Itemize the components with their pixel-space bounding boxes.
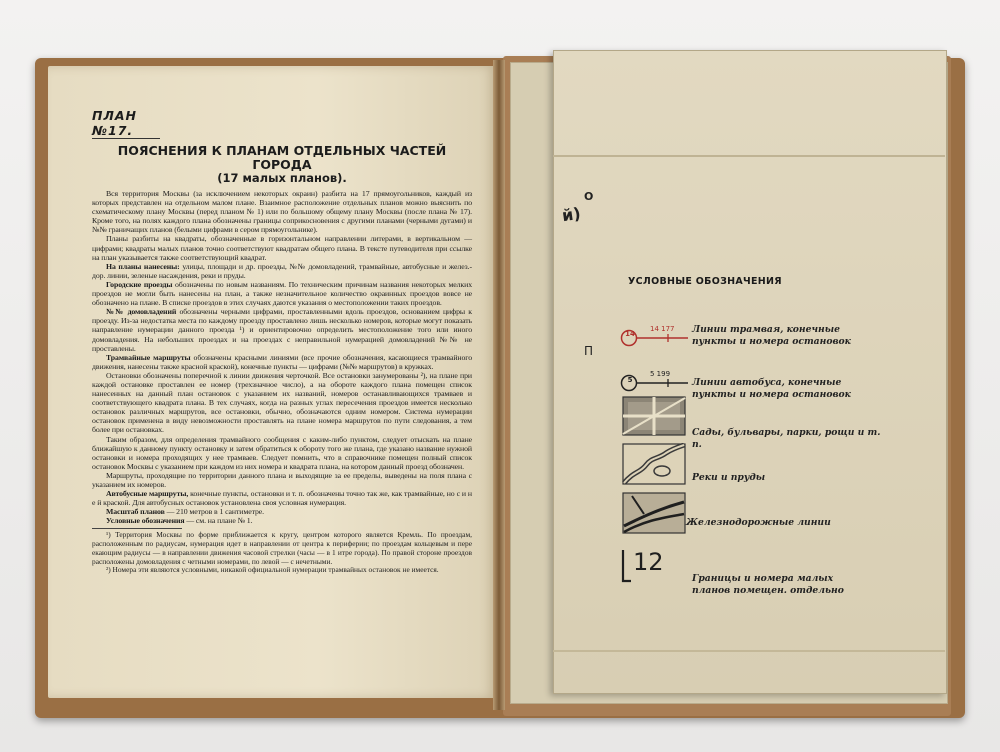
- page-title: ПОЯСНЕНИЯ К ПЛАНАМ ОТДЕЛЬНЫХ ЧАСТЕЙ ГОРОДА: [117, 143, 447, 172]
- paragraph: Маршруты, проходящие по территории данного плана и выходящие за ее пределы, выведены на поля плана с указанием их номеров.: [92, 470, 472, 489]
- legend-title: УСЛОВНЫЕ ОБОЗНАЧЕНИЯ: [628, 276, 782, 287]
- paragraph: [92, 280, 472, 307]
- bus-terminal-number: 5: [627, 376, 633, 384]
- paragraph-text: обозначены красными линиями (все прочие обозначения, касающиеся трамвайного движения, нанесены также красной краской), конечные пункты — цифрами (№№ маршрутов) в кружках.: [92, 352, 472, 371]
- railway-icon: [622, 492, 686, 534]
- paragraph: Таким образом, для определения трамвайного сообщения с каким-либо пунктом, следует отыскать на плане ближайшую к данному пункту остановку и затем обратиться к обороту того же плана, где указано название нужной остановки и номера проходящих у нее трамваев. Следует помнить, что в справочнике помещен полный список остановок Москвы с указанием при каждом из них номера и квадрата плана, на котором данный проезд обозначен.: [92, 434, 472, 471]
- bus-stop-numbers: 5 199: [650, 370, 671, 378]
- map-edge-letter: О: [584, 190, 594, 203]
- paragraph: [92, 307, 472, 352]
- paragraph: Остановки обозначены поперечной к линии движения черточкой. Все остановки занумерованы ²), на плане при каждой остановке проставлен ее номер (трехзначное число), а на обороте каждого плана помещен список нанесенных на данный план остановок с указанием их названий, номеров останавливающихся трамваев и соответствующего квадрата плана. В тех случаях, когда на разных углах пересечения проездов имеется несколько остановок различных маршрутов, все остановки, обычно, обозначаются одним номером. Система нумерации остановок применена в виду невозможности проставлять на плане номера маршрутов по пути следования, а тем более при остановках.: [92, 370, 472, 435]
- boundary-arc-icon: [620, 548, 632, 584]
- footnote-divider: [92, 528, 182, 529]
- footnote: ¹) Территория Москвы по форме приближается к кругу, центром которого является Кремль. По проездам, расположенным по радиусам, нумерация идет в направлении от центра к периферии; по проездам кольцевым и пере екающим радиусы — в направлении движения часовой стрелки (часы — в 1 итре города). По правой стороне проездов расположены домовладения с четными номерами, по левой — с нечетными.: [92, 530, 472, 566]
- paragraph-label: Автобусные маршруты,: [106, 489, 189, 499]
- paragraph-text: конечные пункты, остановки и т. п. обозначены точно так же, как трамвайные, но с и н е й краской. Для автобусных остановок установлена своя условная нумерация.: [92, 489, 472, 508]
- paragraph-text: — см. на плане № 1.: [186, 516, 253, 526]
- paragraph: [92, 262, 472, 280]
- tram-stop-numbers: 14 177: [650, 325, 675, 333]
- boundary-plan-number: 12: [633, 548, 664, 576]
- footnote: ²) Номера эти являются условными, никакой официальной нумерации трамвайных остановок не имеется.: [106, 565, 439, 575]
- paragraph-label: Масштаб планов: [106, 507, 165, 517]
- paragraph-label: На планы нанесены:: [106, 261, 180, 271]
- rivers-icon: [622, 443, 686, 485]
- paragraph-label: Городские проезды: [106, 279, 173, 289]
- map-fold-line-bottom: [553, 650, 945, 652]
- parks-icon: [622, 396, 686, 436]
- map-edge-letter: й): [560, 203, 582, 226]
- paragraph: [92, 516, 472, 525]
- paragraph: [92, 353, 472, 371]
- paragraph-label: Условные обозначения: [106, 516, 185, 526]
- paragraph-text: — 210 метров в 1 сантиметре.: [166, 507, 264, 517]
- paragraph-label: Трамвайные маршруты: [106, 352, 191, 362]
- paragraph-text: улицы, площади и др. проезды, №№ домовладений, трамвайные, автобусные и желез.-дор. линии, зеленые насаждения, реки и пруды.: [92, 261, 472, 280]
- folded-map-sheet: [553, 50, 947, 694]
- railway-legend-label: Железнодорожные линии: [686, 517, 831, 528]
- rivers-legend-label: Реки и пруды: [692, 472, 766, 483]
- paragraph: [92, 489, 472, 507]
- paragraph-text: обозначены черными цифрами, проставленными вдоль проездов, основанием цифры к проезду. Из-за недостатка места по каждому проезду проставлено лишь несколько номеров, которые могут показать направление нумерации данного проезда ¹) и ориентировочно определить местоположение того или иного домовладения. На небольших проездах и на проездах с неправильной нумерацией домовладений №№ не проставлены.: [92, 307, 472, 353]
- paragraph-text: обозначены по новым названиям. По техническим причинам названия некоторых мелких проездов не могли быть нанесены на план, а также незначительное количество окраинных проездов вовсе не обозначено на плане. В списке проездов в этих случаях даются указания о местоположении таких проездов.: [92, 279, 472, 308]
- parks-legend-label: Сады, бульвары, парки, рощи и т. п.: [692, 427, 881, 450]
- boundary-legend-label: Границы и номера малых планов помещен. отдельно: [692, 573, 844, 596]
- paragraph: [92, 507, 472, 516]
- book-spine: [493, 60, 505, 710]
- paragraph: Вся территория Москвы (за исключением некоторых окраин) разбита на 17 прямоугольников, каждый из которых представлен на отдельном малом плане. Взаимное расположение отдельных планов можно выяснить по схематическому плану Москвы (перед планом № 1) или по большому общему плану Москвы (после плана № 17). Кроме того, на полях каждого плана обозначены границы соприкосновения с другими планами (черными дугами) и №№ граничащих планов (белыми цифрами в сером прямоугольнике).: [92, 189, 472, 235]
- map-fold-line: [553, 155, 945, 157]
- map-edge-letter: П: [584, 344, 594, 358]
- explanations-text: [92, 108, 472, 575]
- paragraph: Планы разбиты на квадраты, обозначенные в горизонтальном направлении литерами, в вертикальном — цифрами; квадраты малых планов точно соответствуют квадратам общего плана. В тексте путеводителя при ссылке на план указывается также соответствующий квадрат.: [92, 234, 472, 262]
- tram-legend-label: Линии трамвая, конечные пункты и номера остановок: [692, 324, 851, 347]
- page-subtitle: (17 малых планов).: [217, 171, 347, 185]
- paragraph-label: №№ домовладений: [106, 307, 177, 317]
- plan-number: ПЛАН №17.: [92, 108, 160, 139]
- bus-legend-label: Линии автобуса, конечные пункты и номера остановок: [692, 377, 851, 400]
- tram-terminal-number: 14: [625, 330, 635, 338]
